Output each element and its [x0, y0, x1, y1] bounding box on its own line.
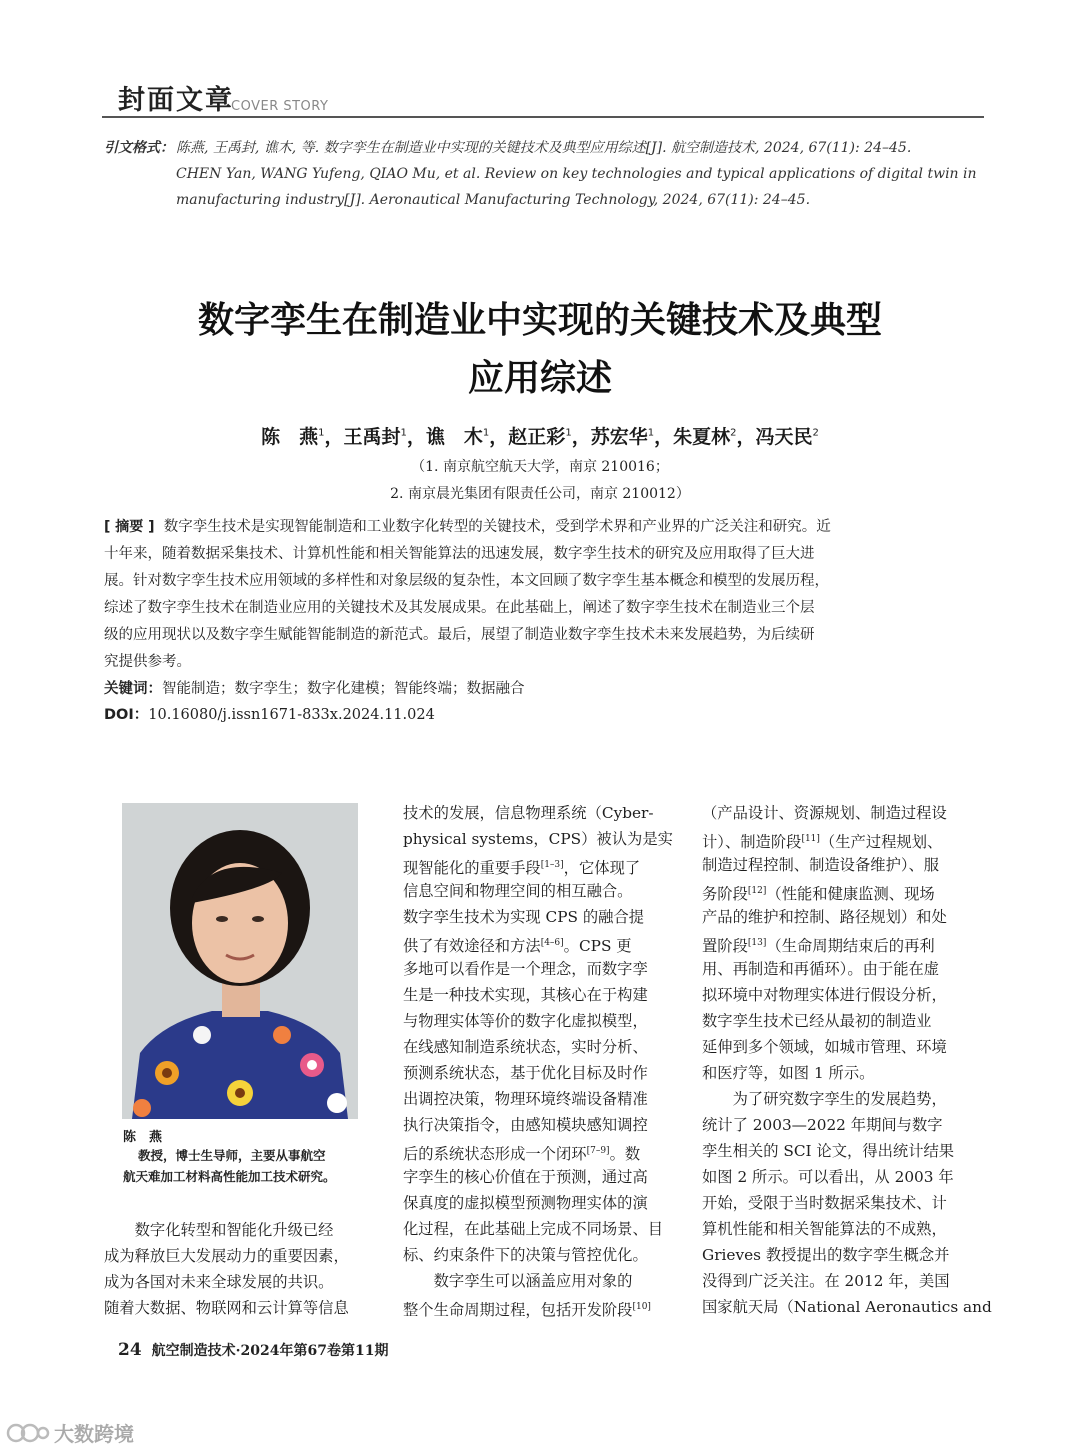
author-name: 王禹封: [343, 426, 401, 448]
author-name: 冯天民: [755, 426, 813, 448]
abstract-text: 数字孪生技术是实现智能制造和工业数字化转型的关键技术，受到学术界和产业界的广泛关注和研究。近: [163, 519, 831, 535]
body-line: 延伸到多个领域，如城市管理、环境: [702, 1038, 947, 1056]
body-line: 没得到广泛关注。在 2012 年，美国: [702, 1272, 950, 1290]
body-text: 现智能化的重要手段: [403, 859, 541, 877]
author-name: 苏宏华: [590, 426, 648, 448]
author-photo: [122, 803, 358, 1119]
doi: 10.16080/j.issn1671-833x.2024.11.024: [148, 707, 435, 723]
body-line: 随着大数据、物联网和云计算等信息: [104, 1299, 349, 1317]
author-affiliation-mark: 2: [812, 427, 819, 439]
body-text: （生命周期结束后的再利: [766, 937, 935, 955]
author-portrait-image: [122, 803, 358, 1119]
body-line: 算机性能和相关智能算法的不成熟，: [702, 1220, 947, 1238]
body-line: 数字孪生技术为实现 CPS 的融合提: [403, 908, 645, 926]
author-affiliation-mark: 1: [318, 427, 325, 439]
reference-mark: [13]: [747, 938, 767, 948]
abstract-label: [ 摘要 ]: [104, 519, 155, 535]
keywords-label: 关键词：: [104, 681, 162, 697]
body-line: 标、约束条件下的决策与管控优化。: [403, 1246, 648, 1264]
abstract-line: 十年来，随着数据采集技术、计算机性能和相关智能算法的迅速发展，数字孪生技术的研究及应用取得了巨大进: [104, 546, 815, 562]
watermark-logo-icon: [6, 1421, 50, 1445]
body-line: 数字孪生技术已经从最初的制造业: [702, 1012, 932, 1030]
author-name: 谯 木: [425, 426, 483, 448]
body-column-1: [104, 1217, 380, 1321]
body-line: 保真度的虚拟模型预测物理实体的演: [403, 1194, 648, 1212]
body-line: 统计了 2003—2022 年期间与数字: [702, 1116, 943, 1134]
body-line: 数字孪生可以涵盖应用对象的: [403, 1272, 633, 1290]
body-line: [403, 852, 679, 878]
body-text: （生产过程规划、: [819, 833, 943, 851]
body-line: 字孪生的核心价值在于预测，通过高: [403, 1168, 648, 1186]
abstract-line: 展。针对数字孪生技术应用领域的多样性和对象层级的复杂性，本文回顾了数字孪生基本概念和模型的发展历程，: [104, 573, 829, 589]
body-line: 成为释放巨大发展动力的重要因素，: [104, 1247, 349, 1265]
affiliation-line-2: 2. 南京晨光集团有限责任公司，南京 210012）: [390, 486, 690, 502]
body-line: 多地可以看作是一个理念，而数字孪: [403, 960, 648, 978]
author-name: 赵正彩: [508, 426, 566, 448]
body-line: 为了研究数字孪生的发展趋势，: [702, 1090, 947, 1108]
author-name: 陈 燕: [261, 426, 319, 448]
keywords-line: [104, 676, 525, 703]
page-number: 24: [118, 1340, 142, 1360]
reference-mark: [12]: [747, 886, 767, 896]
photo-author-name: 陈 燕: [123, 1130, 163, 1145]
doi-line: [104, 702, 435, 729]
affiliation-line-1: （1. 南京航空航天大学，南京 210016；: [411, 459, 669, 475]
body-column-2: [403, 800, 679, 1320]
body-line: 国家航天局（National Aeronautics and: [702, 1298, 992, 1316]
body-line: 生是一种技术实现，其核心在于构建: [403, 986, 648, 1004]
body-line: 预测系统状态，基于优化目标及时作: [403, 1064, 648, 1082]
body-line: 技术的发展，信息物理系统（Cyber-: [403, 804, 654, 822]
watermark: [6, 1418, 134, 1447]
body-text: 置阶段: [702, 937, 748, 955]
abstract-line: 综述了数字孪生技术在制造业应用的关键技术及其发展成果。在此基础上，阐述了数字孪生技术在制造业三个层: [104, 600, 815, 616]
abstract-line: 究提供参考。: [104, 654, 191, 670]
section-label: 封面文章: [118, 85, 234, 116]
body-line: 执行决策指令，由感知模块感知调控: [403, 1116, 648, 1134]
author-affiliation-mark: 1: [482, 427, 490, 439]
body-text: 务阶段: [702, 885, 748, 903]
body-text: （性能和健康监测、现场: [766, 885, 935, 903]
body-line: 出调控决策，物理环境终端设备精准: [403, 1090, 648, 1108]
body-line: [702, 878, 980, 904]
body-line: [702, 826, 980, 852]
body-line: physical systems，CPS）被认为是实: [403, 830, 673, 848]
body-line: Grieves 教授提出的数字孪生概念并: [702, 1246, 950, 1264]
body-line: 和医疗等，如图 1 所示。: [702, 1064, 875, 1082]
body-line: 化过程，在此基础上完成不同场景、目: [403, 1220, 664, 1238]
header-rule: [102, 116, 984, 118]
body-line: 用、再制造和再循环）。由于能在虚: [702, 960, 940, 978]
author-affiliation-mark: 1: [565, 427, 572, 439]
reference-mark: [1–3]: [540, 860, 564, 870]
body-text: 计）、制造阶段: [702, 833, 802, 851]
abstract-line: 级的应用现状以及数字孪生赋能智能制造的新范式。最后，展望了制造业数字孪生技术未来发展趋势，为后续研: [104, 627, 815, 643]
body-line: 数字化转型和智能化升级已经: [104, 1221, 334, 1239]
doi-label: DOI：: [104, 707, 149, 723]
body-text: 。数: [609, 1145, 641, 1163]
author-name: 朱夏林: [673, 426, 731, 448]
body-line: 成为各国对未来全球发展的共识。: [104, 1273, 334, 1291]
body-text: 整个生命周期过程，包括开发阶段: [403, 1301, 633, 1319]
reference-mark: [11]: [801, 834, 820, 844]
reference-mark: [10]: [632, 1302, 651, 1312]
body-line: [702, 930, 980, 956]
body-line: 信息空间和物理空间的相互融合。: [403, 882, 633, 900]
body-line: 产品的维护和控制、路径规划）和处: [702, 908, 947, 926]
author-affiliation-mark: 1: [400, 427, 407, 439]
body-line: 开始，受限于当时数据采集技术、计: [702, 1194, 947, 1212]
author-list: 陈 燕$^1$，王禹封$^1$，谯 木$^1$，赵正彩$^1$，苏宏华$^1$，朱夏林$^2$，冯天民$^2$: [261, 426, 819, 448]
citation-en-line-2: manufacturing industry[J]. Aeronautical Manufacturing Technology, 2024, 67(11): 24–45.: [176, 192, 811, 208]
body-line: [403, 1138, 679, 1164]
watermark-text: 大数跨境: [54, 1422, 134, 1446]
reference-mark: [7–9]: [586, 1146, 610, 1156]
page-footer: [118, 1340, 388, 1360]
body-text: 供了有效途径和方法: [403, 937, 541, 955]
body-text: ，它体现了: [563, 859, 641, 877]
citation-cn: 陈燕, 王禹封, 谯木, 等. 数字孪生在制造业中实现的关键技术及典型应用综述[J]. 航空制造技术, 2024, 67(11): 24–45.: [176, 140, 912, 156]
abstract-line: [104, 514, 831, 541]
body-line: 如图 2 所示。可以看出，从 2003 年: [702, 1168, 954, 1186]
photo-caption-line-2: 航天难加工材料高性能加工技术研究。: [123, 1169, 336, 1184]
body-line: 在线感知制造系统状态，实时分析、: [403, 1038, 648, 1056]
citation-label: 引文格式：: [104, 140, 174, 156]
body-text: 。CPS 更: [563, 937, 632, 955]
body-column-3: [702, 800, 992, 1320]
journal-issue: 航空制造技术·2024年第67卷第11期: [151, 1343, 389, 1359]
body-line: 拟环境中对物理实体进行假设分析，: [702, 986, 947, 1004]
article-title-line-2: 应用综述: [467, 358, 612, 399]
section-label-en: COVER STORY: [231, 99, 329, 114]
body-line: [403, 1294, 679, 1320]
body-line: 制造过程控制、制造设备维护）、服: [702, 856, 940, 874]
body-line: 孪生相关的 SCI 论文，得出统计结果: [702, 1142, 955, 1160]
body-line: [403, 930, 679, 956]
reference-mark: [4–6]: [540, 938, 564, 948]
citation-en-line-1: CHEN Yan, WANG Yufeng, QIAO Mu, et al. Review on key technologies and typical applications of digital twin in: [176, 166, 977, 182]
body-text: 后的系统状态形成一个闭环: [403, 1145, 587, 1163]
photo-caption-line-1: 教授，博士生导师，主要从事航空: [138, 1148, 326, 1163]
author-affiliation-mark: 1: [647, 427, 655, 439]
body-line: （产品设计、资源规划、制造过程设: [702, 804, 947, 822]
keywords: 智能制造；数字孪生；数字化建模；智能终端；数据融合: [162, 681, 525, 697]
author-affiliation-mark: 2: [730, 427, 737, 439]
article-title-line-1: 数字孪生在制造业中实现的关键技术及典型: [197, 300, 882, 341]
body-line: 与物理实体等价的数字化虚拟模型，: [403, 1012, 648, 1030]
